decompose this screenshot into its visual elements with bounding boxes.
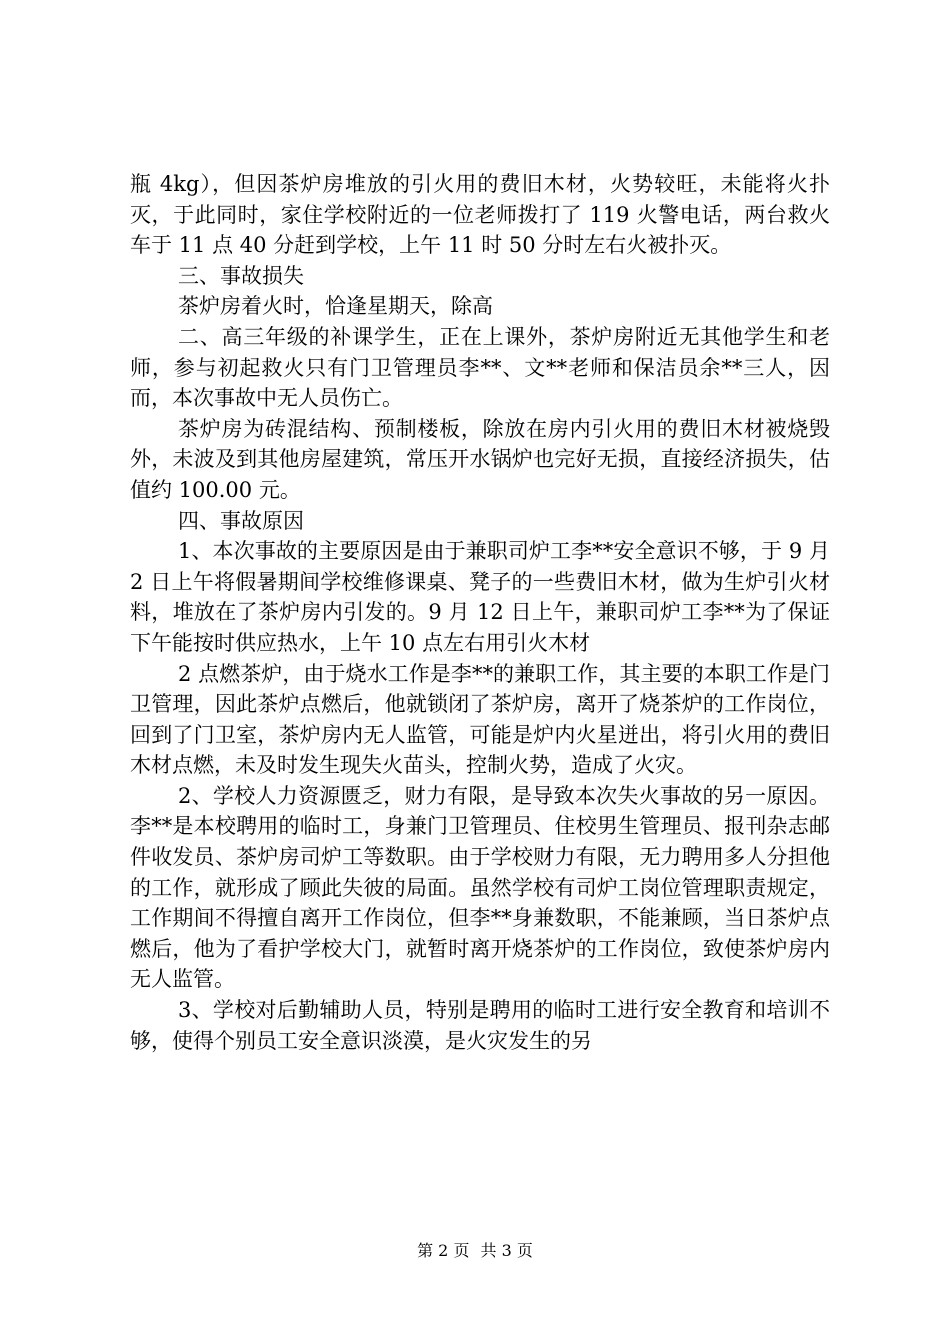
paragraph-9: 2、学校人力资源匮乏，财力有限，是导致本次失火事故的另一原因。李**是本校聘用的临时工，身兼门卫管理员、住校男生管理员、报刊杂志邮件收发员、茶炉房司炉工等数职。由于学校财力有限，无力聘用多人分担他的工作，就形成了顾此失彼的局面。虽然学校有司炉工岗位管理职责规定，工作期间不得擅自离开工作岗位，但李**身兼数职，不能兼顾，当日茶炉点燃后，他为了看护学校大门，就暂时离开烧茶炉的工作岗位，致使茶炉房内无人监管。 xyxy=(130,783,830,992)
document-body xyxy=(130,169,830,1056)
paragraph-5: 茶炉房为砖混结构、预制楼板，除放在房内引火用的费旧木材被烧毁外，未波及到其他房屋建筑，常压开水锅炉也完好无损，直接经济损失，估值约 100.00 元。 xyxy=(130,416,830,502)
paragraph-7: 1、本次事故的主要原因是由于兼职司炉工李**安全意识不够，于 9 月 2 日上午将假暑期间学校维修课桌、凳子的一些费旧木材，做为生炉引火材料，堆放在了茶炉房内引发的。9 月 12 日上午，兼职司炉工李**为了保证下午能按时供应热水，上午 10 点左右用引火木材 xyxy=(130,539,830,655)
paragraph-8: 2 点燃茶炉，由于烧水工作是李**的兼职工作，其主要的本职工作是门卫管理，因此茶炉点燃后，他就锁闭了茶炉房，离开了烧茶炉的工作岗位，回到了门卫室，茶炉房内无人监管，可能是炉内火星迸出，将引火用的费旧木材点燃，未及时发生现失火苗头，控制火势，造成了火灾。 xyxy=(130,661,830,778)
paragraph-1: 瓶 4kg），但因茶炉房堆放的引火用的费旧木材，火势较旺，未能将火扑灭，于此同时，家住学校附近的一位老师拨打了 119 火警电话，两台救火车于 11 点 40 分赶到学校，上午 11 时 50 分时左右火被扑灭。 xyxy=(130,172,830,258)
page-total: 共 3 页 xyxy=(480,1241,533,1260)
page-footer xyxy=(0,1241,950,1261)
section-heading-cause: 四、事故原因 xyxy=(178,508,304,533)
paragraph-10: 3、学校对后勤辅助人员，特别是聘用的临时工进行安全教育和培训不够，使得个别员工安全意识淡漠，是火灾发生的另 xyxy=(130,998,830,1053)
paragraph-4: 二、高三年级的补课学生，正在上课外，茶炉房附近无其他学生和老师，参与初起救火只有门卫管理员李**、文**老师和保洁员余**三人，因而，本次事故中无人员伤亡。 xyxy=(130,324,830,411)
section-heading-loss: 三、事故损失 xyxy=(178,263,304,288)
paragraph-3: 茶炉房着火时，恰逢星期天，除高 xyxy=(178,294,493,319)
page-number: 第 2 页 xyxy=(417,1241,470,1260)
